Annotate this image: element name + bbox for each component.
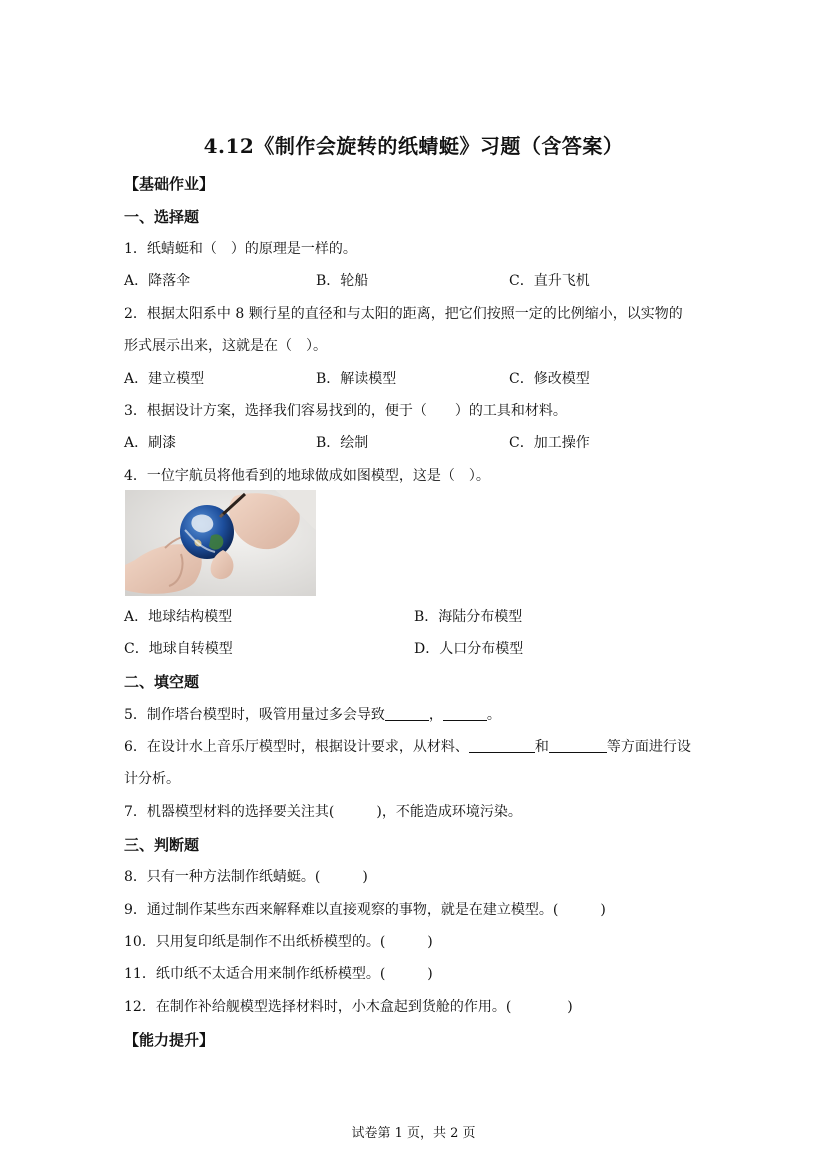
q3-option-a: A．刷漆 — [124, 435, 177, 451]
q5-blank-1 — [385, 706, 429, 721]
q3-option-b: B．绘制 — [316, 435, 369, 451]
question-8: 8．只有一种方法制作纸蜻蜓。( ) — [124, 869, 368, 885]
q1-option-c: C．直升飞机 — [509, 273, 590, 289]
earth-globe-photo — [125, 490, 316, 596]
question-6-line-1 — [124, 736, 691, 756]
q1-option-b: B．轮船 — [316, 273, 369, 289]
q5-blank-2 — [443, 706, 487, 721]
q5-end: 。 — [486, 707, 501, 723]
question-10: 10．只用复印纸是制作不出纸桥模型的。( ) — [124, 934, 433, 950]
question-1: 1．纸蜻蜓和（ ）的原理是一样的。 — [124, 241, 357, 257]
ability-improvement-header: 【能力提升】 — [124, 1031, 215, 1049]
question-11: 11．纸巾纸不太适合用来制作纸桥模型。( ) — [124, 966, 433, 982]
q6-text-end: 等方面进行设 — [606, 739, 691, 755]
q5-separator: ， — [428, 707, 443, 723]
question-4: 4．一位宇航员将他看到的地球做成如图模型，这是（ ）。 — [124, 468, 490, 484]
question-6-line-2: 计分析。 — [124, 771, 180, 787]
q6-text: 6．在设计水上音乐厅模型时，根据设计要求，从材料、 — [124, 739, 469, 755]
q2-option-a: A．建立模型 — [124, 371, 205, 387]
q1-option-a: A．降落伞 — [124, 273, 191, 289]
q4-option-a: A．地球结构模型 — [124, 609, 233, 625]
q3-option-c: C．加工操作 — [509, 435, 590, 451]
q4-option-d: D．人口分布模型 — [414, 641, 524, 657]
question-12: 12．在制作补给舰模型选择材料时，小木盒起到货舱的作用。( ) — [124, 999, 573, 1015]
q4-option-b: B．海陆分布模型 — [414, 609, 523, 625]
q6-blank-1 — [469, 738, 535, 753]
q2-option-c: C．修改模型 — [509, 371, 590, 387]
section-fill-title: 二、填空题 — [124, 673, 200, 691]
q2-option-b: B．解读模型 — [316, 371, 397, 387]
question-7: 7．机器模型材料的选择要关注其( )，不能造成环境污染。 — [124, 804, 522, 820]
q4-option-c: C．地球自转模型 — [124, 641, 233, 657]
question-5 — [124, 704, 501, 724]
page-footer: 试卷第 1 页，共 2 页 — [351, 1126, 476, 1141]
page-title: 4.12《制作会旋转的纸蜻蜓》习题（含答案） — [203, 134, 624, 158]
question-2-line-2: 形式展示出来，这就是在（ ）。 — [124, 338, 327, 354]
question-2-line-1: 2．根据太阳系中 8 颗行星的直径和与太阳的距离，把它们按照一定的比例缩小，以实物的 — [124, 306, 683, 322]
question-3: 3．根据设计方案，选择我们容易找到的，便于（ ）的工具和材料。 — [124, 403, 567, 419]
q6-blank-2 — [549, 738, 607, 753]
section-judge-title: 三、判断题 — [124, 836, 200, 854]
basic-homework-header: 【基础作业】 — [124, 175, 215, 193]
section-choice-title: 一、选择题 — [124, 208, 200, 226]
question-9: 9．通过制作某些东西来解释难以直接观察的事物，就是在建立模型。( ) — [124, 902, 606, 918]
q5-text: 5．制作塔台模型时，吸管用量过多会导致 — [124, 707, 385, 723]
q6-and: 和 — [534, 739, 549, 755]
